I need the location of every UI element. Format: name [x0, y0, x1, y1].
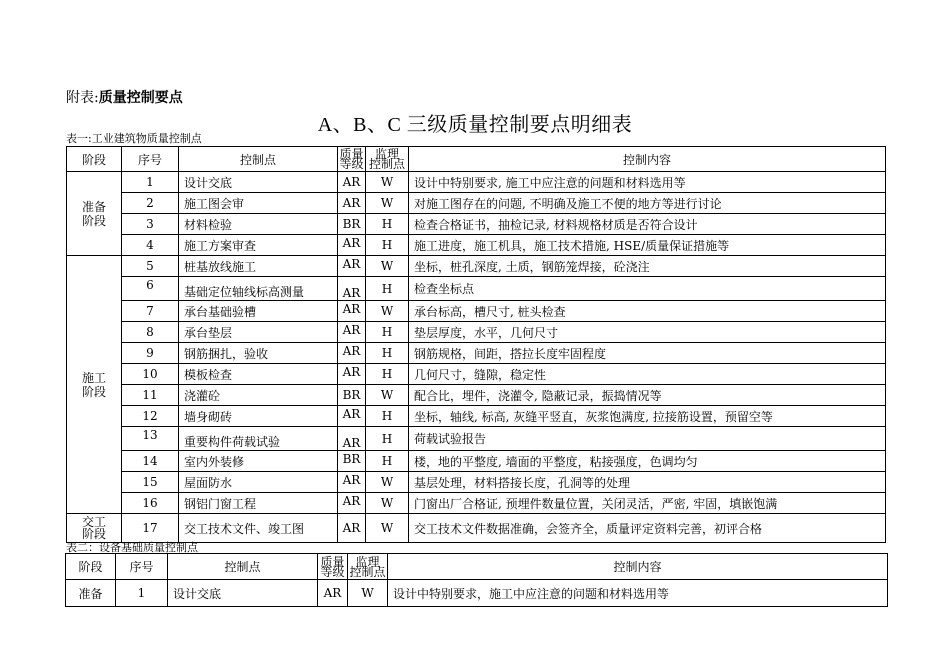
row-supervision: H — [366, 451, 409, 472]
row-grade: AR — [338, 277, 366, 301]
row-supervision: H — [366, 364, 409, 385]
row-content: 垫层厚度，水平，几何尺寸 — [409, 322, 886, 343]
row-no: 13 — [122, 427, 179, 451]
row-grade: AR — [338, 514, 366, 543]
row-no: 7 — [122, 301, 179, 322]
row-grade: AR — [338, 235, 366, 256]
appendix-title: 质量控制要点 — [98, 90, 183, 106]
row-grade: AR — [338, 256, 366, 277]
row-content: 交工技术文件数据准确，会签齐全，质量评定资料完善，初评合格 — [409, 514, 886, 543]
header-control-point: 控制点 — [179, 147, 338, 172]
row-supervision: H — [366, 277, 409, 301]
row-content: 配合比，埋件，浇灌令, 隐蔽记录，振捣情况等 — [409, 385, 886, 406]
row-supervision: W — [348, 580, 388, 607]
table2-caption: 表二：设备基础质量控制点 — [66, 541, 198, 554]
header-stage: 阶段 — [67, 147, 122, 172]
row-grade: BR — [338, 214, 366, 235]
row-control-point: 承台基础验槽 — [179, 301, 338, 322]
row-control-point: 重要构件荷载试验 — [179, 427, 338, 451]
row-content: 门窗出厂合格证, 预埋件数量位置，关闭灵活，严密, 牢固，填嵌饱满 — [409, 493, 886, 514]
table-row — [67, 493, 886, 514]
table-row — [67, 514, 886, 543]
row-content: 检查合格证书，抽检记录, 材料规格材质是否符合设计 — [409, 214, 886, 235]
table-row — [67, 172, 886, 193]
header-control-content: 控制内容 — [409, 147, 886, 172]
document-title: A、B、C 三级质量控制要点明细表 — [317, 114, 633, 136]
row-content: 设计中特别要求, 施工中应注意的问题和材料选用等 — [409, 172, 886, 193]
row-supervision: W — [366, 472, 409, 493]
row-no: 11 — [122, 385, 179, 406]
table2-header-row — [66, 554, 888, 580]
table1-header-row — [67, 147, 886, 172]
row-control-point: 设计交底 — [179, 172, 338, 193]
row-grade: AR — [318, 580, 348, 607]
table-row — [67, 385, 886, 406]
row-control-point: 材料检验 — [179, 214, 338, 235]
table-row — [67, 451, 886, 472]
row-supervision: H — [366, 322, 409, 343]
row-control-point: 承台垫层 — [179, 322, 338, 343]
table-row — [67, 343, 886, 364]
row-grade: BR — [338, 385, 366, 406]
table-row — [67, 193, 886, 214]
row-content: 几何尺寸，缝隙，稳定性 — [409, 364, 886, 385]
row-no: 8 — [122, 322, 179, 343]
row-content: 荷载试验报告 — [409, 427, 886, 451]
row-supervision: W — [366, 514, 409, 543]
row-content: 坐标，轴线, 标高, 灰缝平竖直，灰浆饱满度, 拉接筋设置，预留空等 — [409, 406, 886, 427]
row-content: 检查坐标点 — [409, 277, 886, 301]
header-stage: 阶段 — [66, 554, 116, 580]
row-grade: BR — [338, 451, 366, 472]
row-supervision: W — [366, 256, 409, 277]
row-grade: AR — [338, 472, 366, 493]
header-quality-grade: 质量 等级 — [339, 147, 364, 171]
table-row — [67, 235, 886, 256]
row-grade: AR — [338, 406, 366, 427]
row-supervision: W — [366, 193, 409, 214]
row-supervision: H — [366, 343, 409, 364]
row-control-point: 基础定位轴线标高测量 — [179, 277, 338, 301]
row-no: 1 — [122, 172, 179, 193]
row-grade: AR — [338, 301, 366, 322]
row-control-point: 桩基放线施工 — [179, 256, 338, 277]
row-no: 2 — [122, 193, 179, 214]
row-no: 6 — [122, 277, 179, 301]
row-no: 5 — [122, 256, 179, 277]
row-supervision: W — [366, 493, 409, 514]
row-content: 对施工图存在的问题, 不明确及施工不便的地方等进行讨论 — [409, 193, 886, 214]
row-no: 14 — [122, 451, 179, 472]
table1-caption: 表一:工业建筑物质量控制点 — [66, 132, 202, 145]
row-content: 楼，地的平整度, 墙面的平整度，粘接强度，色调均匀 — [409, 451, 886, 472]
appendix-prefix: 附表: — [66, 90, 99, 106]
row-grade: AR — [338, 427, 366, 451]
row-control-point: 屋面防水 — [179, 472, 338, 493]
header-supervision-point: 监理 控制点 — [349, 554, 386, 579]
table-row — [67, 301, 886, 322]
row-content: 钢筋规格，间距，搭拉长度牢固程度 — [409, 343, 886, 364]
table-row — [67, 256, 886, 277]
table-row — [67, 472, 886, 493]
row-no: 16 — [122, 493, 179, 514]
table-row — [67, 406, 886, 427]
row-grade: AR — [338, 322, 366, 343]
stage-build: 施工阶段 — [67, 256, 122, 514]
row-grade: AR — [338, 193, 366, 214]
row-no: 4 — [122, 235, 179, 256]
header-seq: 序号 — [122, 147, 179, 172]
row-grade: AR — [338, 343, 366, 364]
row-supervision: W — [366, 172, 409, 193]
header-control-point: 控制点 — [168, 554, 318, 580]
row-control-point: 施工方案审查 — [179, 235, 338, 256]
row-control-point: 施工图会审 — [179, 193, 338, 214]
row-supervision: H — [366, 235, 409, 256]
table-row — [67, 427, 886, 451]
row-control-point: 模板检查 — [179, 364, 338, 385]
row-no: 15 — [122, 472, 179, 493]
row-control-point: 钢筋捆扎，验收 — [179, 343, 338, 364]
row-control-point: 钢铝门窗工程 — [179, 493, 338, 514]
header-supervision-point: 监理 控制点 — [366, 147, 409, 172]
equipment-foundation-control-table — [65, 553, 888, 607]
stage-handover: 交工阶段 — [67, 514, 122, 543]
header-seq: 序号 — [116, 554, 168, 580]
industrial-building-control-table — [66, 146, 886, 543]
table-row — [67, 277, 886, 301]
row-control-point: 交工技术文件、竣工图 — [179, 514, 338, 543]
table-row — [66, 580, 888, 607]
row-control-point: 墙身砌砖 — [179, 406, 338, 427]
row-no: 3 — [122, 214, 179, 235]
row-no: 17 — [122, 514, 179, 543]
row-content: 基层处理，材料搭接长度，孔洞等的处理 — [409, 472, 886, 493]
row-no: 1 — [116, 580, 168, 607]
row-grade: AR — [338, 364, 366, 385]
row-no: 10 — [122, 364, 179, 385]
row-supervision: H — [366, 406, 409, 427]
table-row — [67, 322, 886, 343]
row-control-point: 室内外装修 — [179, 451, 338, 472]
row-content: 设计中特别要求，施工中应注意的问题和材料选用等 — [388, 580, 888, 607]
row-content: 坐标，桩孔深度, 土质，钢筋笼焊接，砼浇注 — [409, 256, 886, 277]
table-row — [67, 364, 886, 385]
row-content: 施工进度，施工机具，施工技术措施, HSE/质量保证措施等 — [409, 235, 886, 256]
row-supervision: H — [366, 214, 409, 235]
header-control-content: 控制内容 — [388, 554, 888, 580]
row-no: 9 — [122, 343, 179, 364]
row-grade: AR — [338, 172, 366, 193]
row-supervision: H — [366, 427, 409, 451]
row-supervision: W — [366, 301, 409, 322]
table-row — [67, 214, 886, 235]
row-grade: AR — [338, 493, 366, 514]
row-no: 12 — [122, 406, 179, 427]
row-control-point: 浇灌砼 — [179, 385, 338, 406]
appendix-heading — [66, 87, 183, 107]
stage-prep: 准备阶段 — [67, 172, 122, 256]
row-stage: 准备 — [66, 580, 116, 607]
row-content: 承台标高，槽尺寸, 桩头检查 — [409, 301, 886, 322]
row-control-point: 设计交底 — [168, 580, 318, 607]
row-supervision: W — [366, 385, 409, 406]
header-quality-grade: 质量 等级 — [318, 554, 348, 580]
